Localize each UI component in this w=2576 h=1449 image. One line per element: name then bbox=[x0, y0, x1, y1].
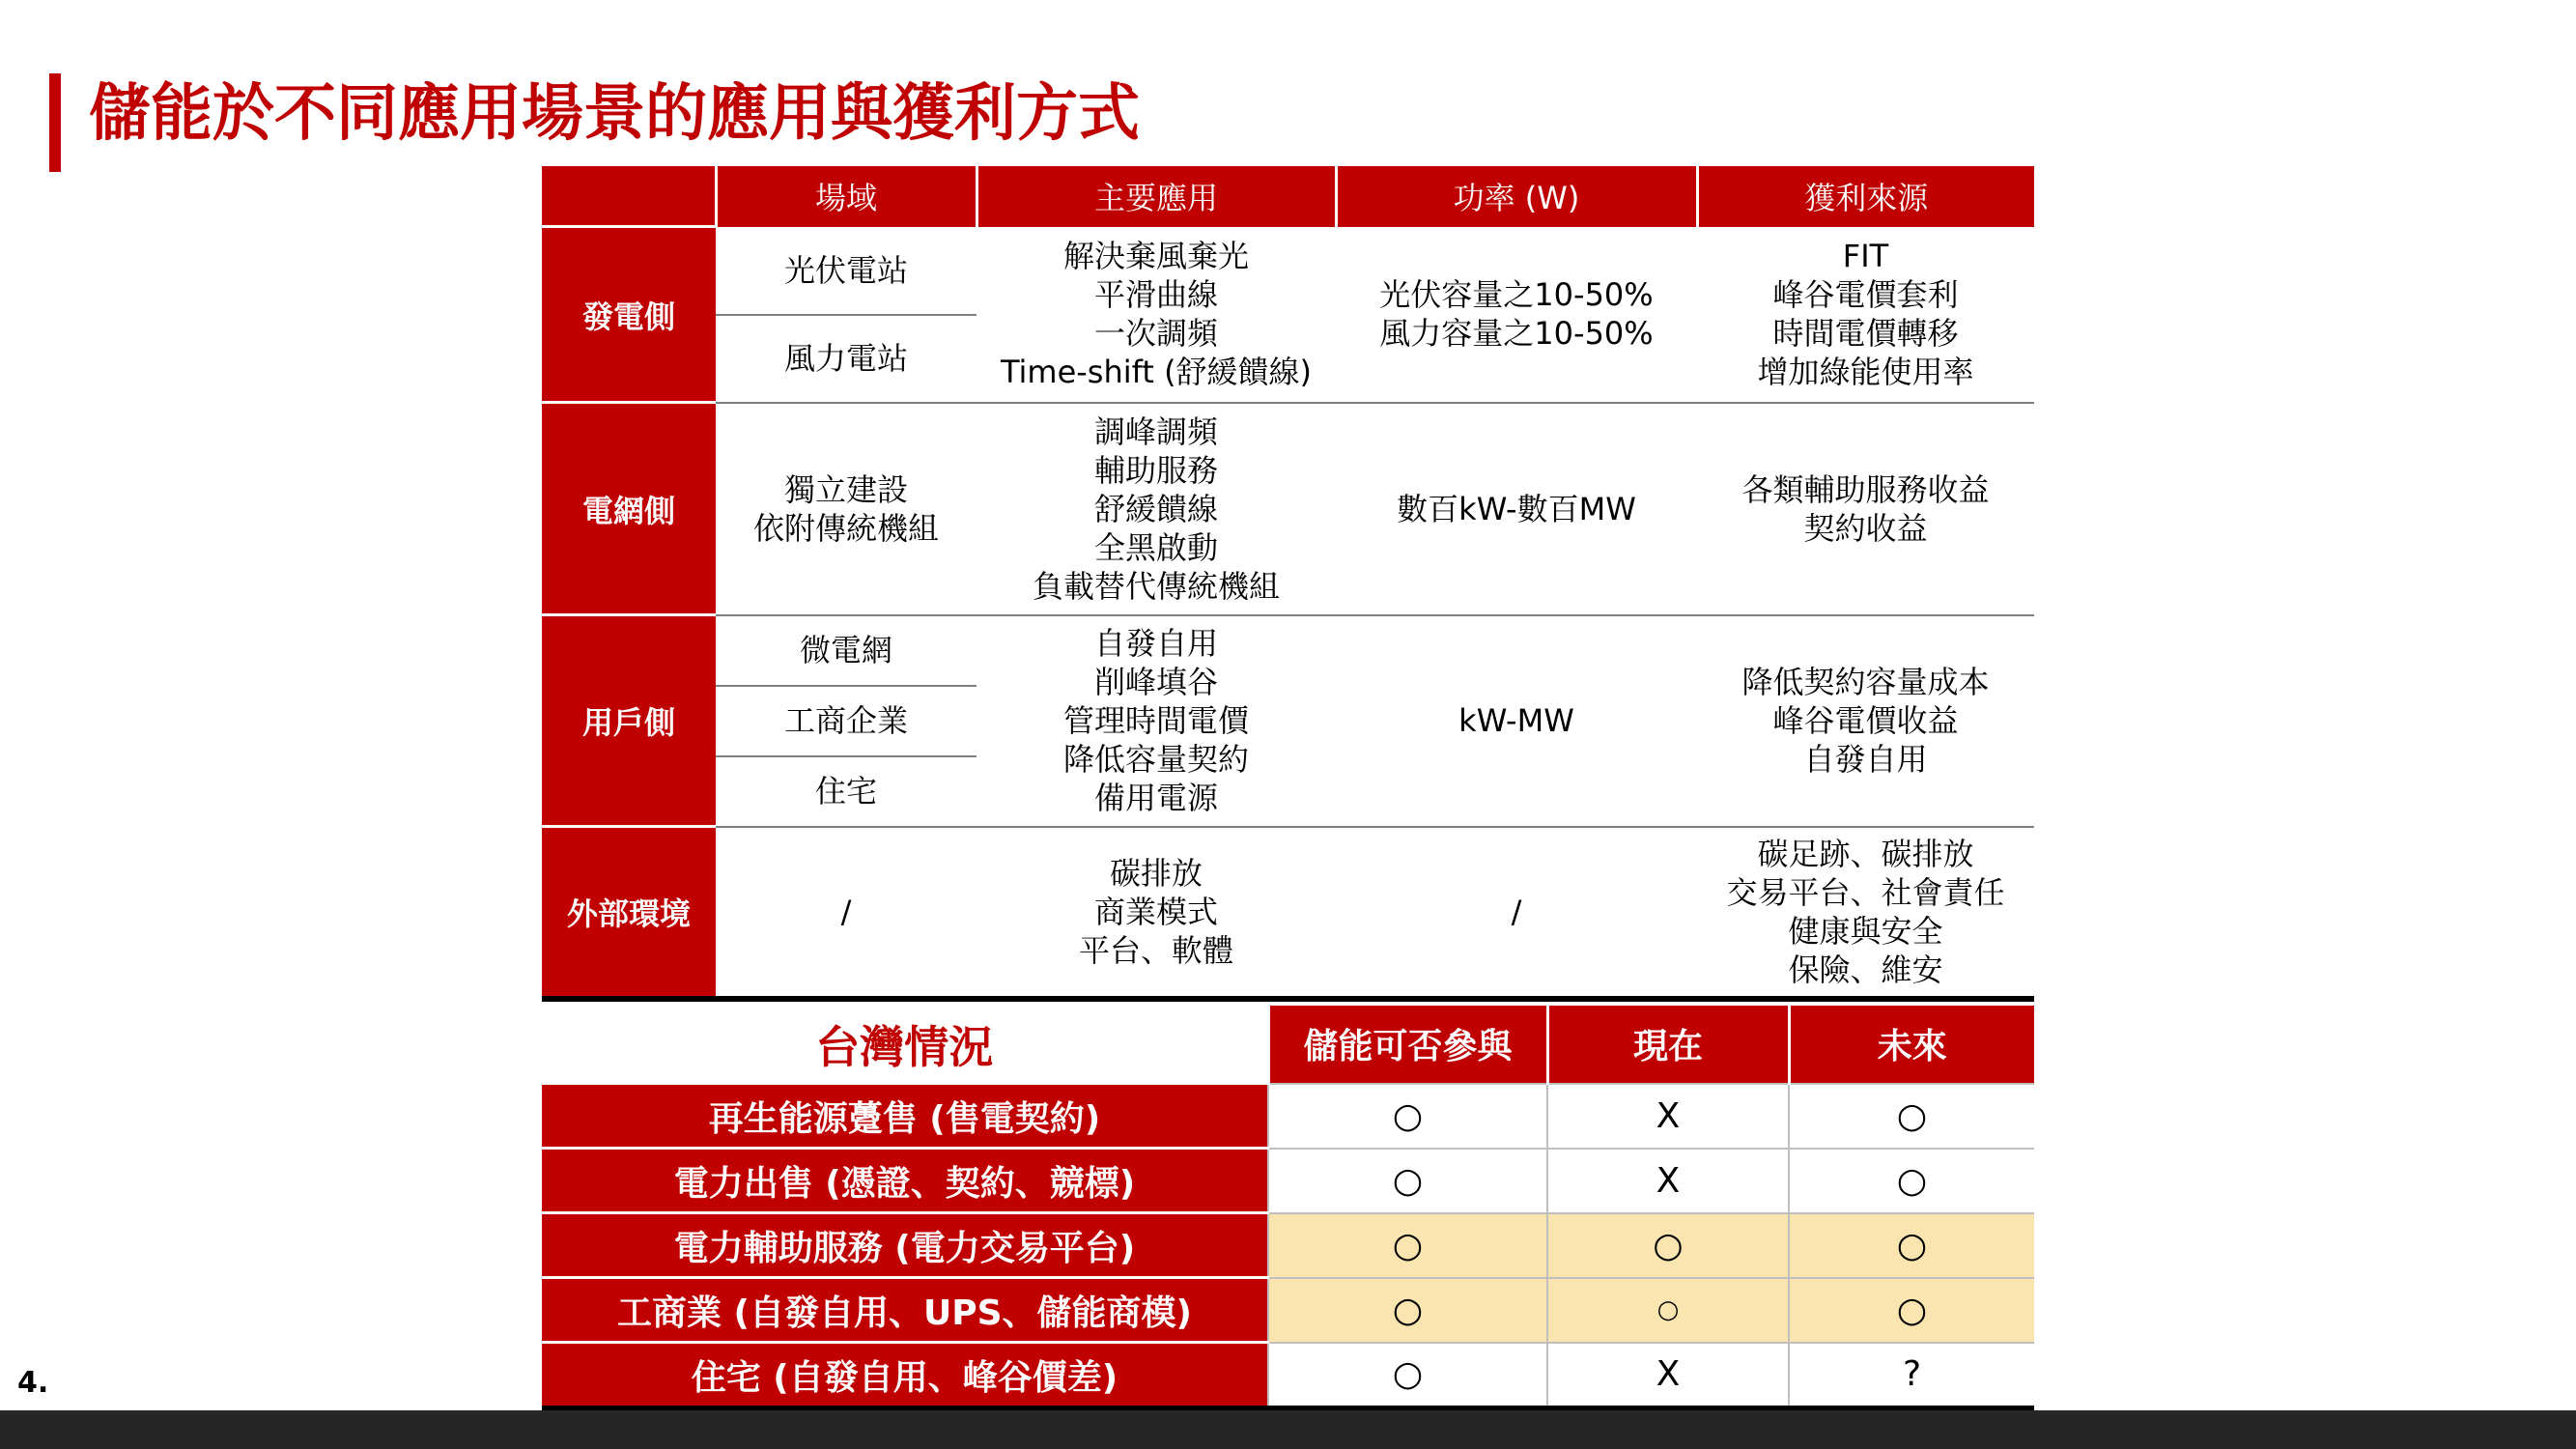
status-cell: ○ bbox=[1789, 1084, 2034, 1149]
field-cell: 獨立建設 依附傳統機組 bbox=[716, 403, 977, 615]
status-cell: ? bbox=[1789, 1343, 2034, 1408]
apps-cell: 調峰調頻 輔助服務 舒緩饋線 全黑啟動 負載替代傳統機組 bbox=[977, 403, 1336, 615]
header-now: 現在 bbox=[1547, 1006, 1789, 1084]
header-profit: 獲利來源 bbox=[1697, 166, 2034, 227]
field-cell: 工商企業 bbox=[716, 686, 977, 756]
header-participation: 儲能可否參與 bbox=[1268, 1006, 1547, 1084]
row-label-grid: 電網側 bbox=[542, 403, 716, 615]
taiwan-status-table bbox=[542, 1006, 2034, 1410]
header-application: 主要應用 bbox=[977, 166, 1336, 227]
power-cell: kW-MW bbox=[1336, 615, 1697, 827]
apps-cell: 自發自用 削峰填谷 管理時間電價 降低容量契約 備用電源 bbox=[977, 615, 1336, 827]
page-title: 儲能於不同應用場景的應用與獲利方式 bbox=[89, 78, 1140, 150]
taiwan-table-title: 台灣情況 bbox=[542, 1006, 1268, 1084]
status-cell: ○ bbox=[1268, 1149, 1547, 1213]
status-cell: ○ bbox=[1547, 1213, 1789, 1278]
status-cell: ○ bbox=[1789, 1149, 2034, 1213]
status-row-label: 電力輔助服務 (電力交易平台) bbox=[542, 1213, 1268, 1278]
apps-cell: 解決棄風棄光 平滑曲線 一次調頻 Time-shift (舒緩饋線) bbox=[1000, 238, 1313, 390]
title-accent-bar bbox=[49, 73, 61, 172]
row-label-user: 用戶側 bbox=[542, 615, 716, 827]
status-cell: ○ bbox=[1268, 1084, 1547, 1149]
footer-band bbox=[0, 1410, 2576, 1449]
status-cell: X bbox=[1547, 1149, 1789, 1213]
status-row-label: 再生能源躉售 (售電契約) bbox=[542, 1084, 1268, 1149]
status-row-label: 工商業 (自發自用、UPS、儲能商模) bbox=[542, 1278, 1268, 1343]
status-cell: ○ bbox=[1547, 1278, 1789, 1343]
field-cell: 光伏電站 bbox=[783, 251, 908, 289]
power-cell: 光伏容量之10-50% 風力容量之10-50% bbox=[1379, 276, 1654, 352]
power-cell: 數百kW-數百MW bbox=[1336, 403, 1697, 615]
application-table bbox=[542, 166, 2034, 1002]
status-cell: X bbox=[1547, 1343, 1789, 1408]
status-cell: ○ bbox=[1789, 1213, 2034, 1278]
header-field: 場域 bbox=[716, 166, 977, 227]
status-row-label: 住宅 (自發自用、峰谷價差) bbox=[542, 1343, 1268, 1408]
power-cell: / bbox=[1336, 827, 1697, 999]
header-corner bbox=[542, 166, 716, 227]
row-label-external: 外部環境 bbox=[542, 827, 716, 999]
field-cell: 住宅 bbox=[716, 756, 977, 827]
profit-cell: 碳足跡、碳排放 交易平台、社會責任 健康與安全 保險、維安 bbox=[1697, 827, 2034, 999]
slide-number: 4. bbox=[17, 1366, 49, 1400]
field-cell: 微電網 bbox=[716, 615, 977, 686]
apps-cell: 碳排放 商業模式 平台、軟體 bbox=[977, 827, 1336, 999]
status-cell: ○ bbox=[1268, 1213, 1547, 1278]
status-cell: ○ bbox=[1789, 1278, 2034, 1343]
profit-cell: FIT 峰谷電價套利 時間電價轉移 增加綠能使用率 bbox=[1757, 238, 1974, 390]
status-cell: ○ bbox=[1268, 1343, 1547, 1408]
field-cell: 風力電站 bbox=[716, 315, 977, 403]
status-cell: ○ bbox=[1268, 1278, 1547, 1343]
header-future: 未來 bbox=[1789, 1006, 2034, 1084]
header-power: 功率 (W) bbox=[1336, 166, 1697, 227]
status-row-label: 電力出售 (憑證、契約、競標) bbox=[542, 1149, 1268, 1213]
status-cell: X bbox=[1547, 1084, 1789, 1149]
field-cell: / bbox=[716, 827, 977, 999]
profit-cell: 降低契約容量成本 峰谷電價收益 自發自用 bbox=[1697, 615, 2034, 827]
profit-cell: 各類輔助服務收益 契約收益 bbox=[1697, 403, 2034, 615]
row-label-generation: 發電側 bbox=[542, 227, 716, 403]
